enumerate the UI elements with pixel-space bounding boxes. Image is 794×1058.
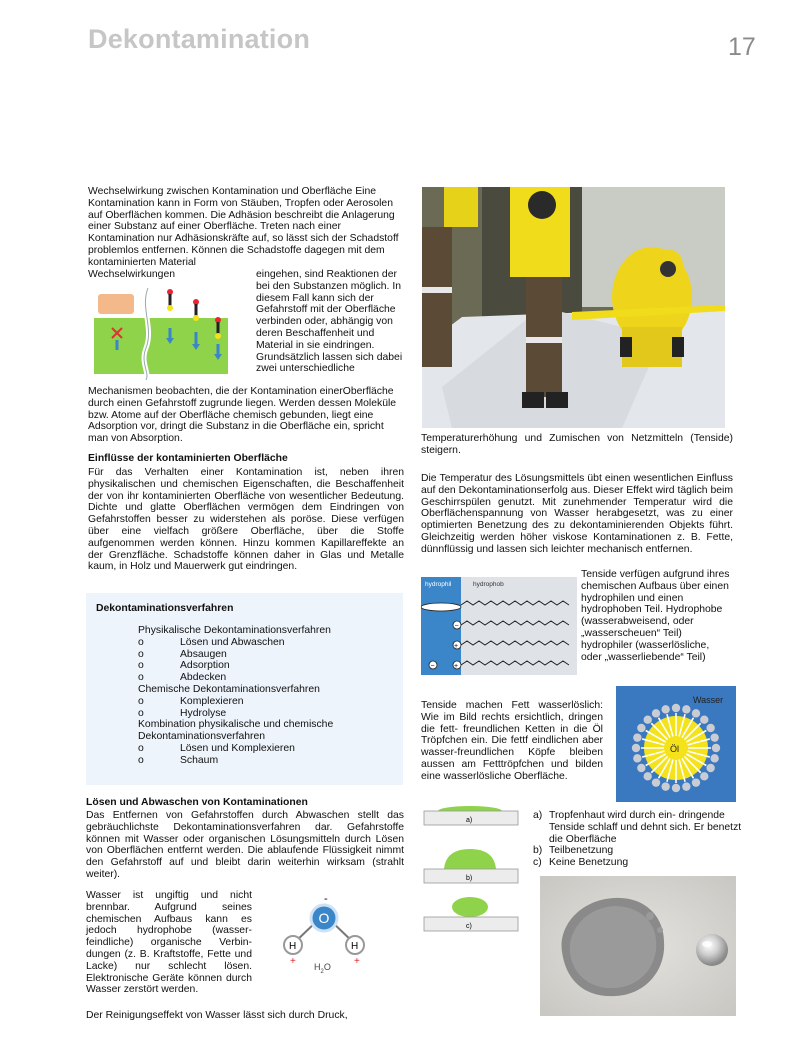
methods-list [138, 625, 358, 767]
heading-einfluss: Einflüsse der kontaminierten Oberfläche [88, 453, 288, 464]
list-item: Lösen und Abwaschen [180, 636, 285, 648]
intro-paragraph-top: Wechselwirkung zwischen Kontamination und Oberfläche Eine Kontamination kann in Form von Stäuben, Tropfen oder Aerosolen auf Oberflächen kommen. Die Adhäsion beschreibt die Anlagerung einer Substanz auf einer Oberfläche. Treten nach einer Kontamination nur Adhäsionskräfte auf, so lässt sich der Schadstoff problemlos entfernen. Können die Schadstoffe dagegen mit dem kontaminierten Material [88, 186, 399, 268]
tenside-head [644, 772, 652, 780]
caption-letter: b) [533, 845, 543, 857]
hydrogen-label-2: H [351, 941, 359, 952]
droplet-label-b: b) [466, 875, 473, 882]
intro-wechselwirkungen: Wechselwirkungen [88, 269, 176, 280]
label-hydrophil: hydrophil [425, 581, 452, 588]
tenside-head [700, 716, 708, 724]
bullet: o [138, 695, 144, 707]
tenside-head [710, 733, 718, 741]
bullet: o [138, 742, 144, 754]
box-title: Dekontaminationsverfahren [96, 603, 234, 614]
list-item: Adsorption [180, 660, 230, 672]
droplet-label-a: a) [466, 817, 473, 824]
label-hydrophob: hydrophob [473, 581, 504, 588]
physical-label: Physikalische Dekontaminationsverfahren [138, 625, 331, 636]
temperatur-paragraph-2: Die Temperatur des Lösungsmittels übt einen wesentlichen Einfluss auf den Dekontaminationserfolg aus. Dieser Effekt wird täglich beim Geschirrspülen genutzt. Mit zunehmender Temperatur wird die Oberflächenspannung von Wasser herabgesetzt, was zu einer optimierten Benetzung des zu dekontaminierenden Objekts führt. Gleichzeitig werden höher viskose Kontaminationen z. B. Fette, dünnflüssig und lassen sich leichter mechanisch entfernen. [421, 473, 733, 555]
bullet: o [138, 707, 144, 719]
wasser-paragraph: Wasser ist ungiftig und nicht brennbar. Aufgrund seines chemischen Aufbaus kann es jedoch hydrophobe (wasser-feindliche) organische Verbin-dungen (z. B. Kraftstoffe, Fette und Lacke) nur schlecht lösen. Elektronische Geräte können durch Wasser zerstört werden. [86, 890, 252, 996]
tenside-head [661, 705, 669, 713]
tenside-head [644, 716, 652, 724]
droplet-block [98, 294, 134, 314]
droplet-b [444, 849, 496, 869]
tenside-head [682, 705, 690, 713]
fett-paragraph: Tenside machen Fett wasserlöslich: Wie im Bild rechts ersichtlich, dringen die fett- freundlichen Ketten in die Öl Tröpfchen ein. Die fettf eindlichen aber wasser-freundlichen Köpfe bleiben aussen am Fetttröpfchen und bilden eine wasserlösliche Oberfläche. [421, 700, 603, 782]
chemical-label: Chemische Dekontaminationsverfahren [138, 683, 320, 695]
tenside-head [706, 724, 714, 732]
caption-letter: c) [533, 857, 542, 869]
list-item: Komplexieren [180, 695, 244, 707]
water-bead [696, 934, 728, 966]
caption-text: Teilbenetzung [549, 845, 614, 857]
bullet: o [138, 660, 144, 672]
dekontamination-methods-box [86, 593, 403, 785]
tenside-paragraph: Tenside verfügen aufgrund ihres chemischen Aufbaus über einen hydrophilen und einen hydrophoben Teil. Hydrophobe (wasserabweisend, oder „wasserscheuen“ Teil) hydrophiler (wasserlösliche, oder „wasserliebende“ Teil) [581, 569, 730, 663]
tenside-head [692, 709, 700, 717]
water-molecule-diagram [274, 892, 386, 980]
tenside-head [692, 778, 700, 786]
droplet-label-c: c) [466, 923, 472, 930]
tenside-head [672, 784, 680, 792]
list-item: Absaugen [180, 648, 227, 660]
tenside-head [633, 754, 641, 762]
charge-plus-1: + [290, 956, 296, 967]
list-item: Hydrolyse [180, 707, 227, 719]
heading-loesen: Lösen und Abwaschen von Kontaminationen [86, 797, 308, 808]
svg-text:−: − [430, 662, 435, 670]
tenside-head [633, 733, 641, 741]
oil-droplet [421, 603, 461, 611]
page-number: 17 [728, 33, 756, 61]
droplet-c [452, 897, 488, 917]
bullet: o [138, 754, 144, 766]
contamination-surface-diagram [94, 288, 230, 380]
reinigung-paragraph: Der Reinigungseffekt von Wasser lässt sich durch Druck, [86, 1010, 348, 1021]
bullet: o [138, 636, 144, 648]
surface-material [94, 318, 228, 374]
temperatur-paragraph-1: Temperaturerhöhung und Zumischen von Netzmitteln (Tenside) steigern. [421, 433, 733, 456]
caption-text: Tropfenhaut wird durch ein- dringende Tenside schlaff und dehnt sich. Er benetzt die Oberfläche [549, 810, 742, 845]
list-item: Lösen und Komplexieren [180, 742, 295, 754]
charge-plus-2: + [354, 956, 360, 967]
wetting-photo [540, 876, 736, 1016]
loesen-paragraph: Das Entfernen von Gefahrstoffen durch Abwaschen stellt das gebräuchlichste Dekontaminationsverfahren dar. Gefahrstoffe können mit Wasser oder organischen Lösungsmitteln durch Lösen von Oberflächen entfernt werden. Die ablaufende Flüssigkeit nimmt den Gefahrstoff auf und bleibt darin weiterhin wirksam (strahlt weiter). [86, 810, 404, 880]
tenside-head [652, 778, 660, 786]
water-formula: $H_2O$ [314, 962, 331, 975]
svg-text:+: + [454, 663, 459, 670]
caption-text: Keine Benetzung [549, 857, 629, 869]
combined-label: Kombination physikalische und chemische Dekontaminationsverfahren [138, 719, 334, 743]
svg-text:+: + [454, 643, 459, 650]
tenside-head [700, 772, 708, 780]
tenside-head [712, 744, 720, 752]
micelle-diagram [616, 686, 736, 802]
label-wasser: Wasser [693, 695, 724, 705]
intro-paragraph-bottom: Mechanismen beobachten, die der Kontamination einerOberfläche durch einen Gefahrstoff zugrunde liegen. Werden dessen Moleküle bzw. Atome auf der Oberfläche chemisch gebunden, liegt eine Adsorption vor, dringt die Substanz in die Oberfläche ein, spricht man von Absorption. [88, 386, 397, 445]
charge-minus: - [324, 893, 328, 905]
intro-paragraph-side: eingehen, sind Reaktionen der bei den Substanzen möglich. In diesem Fall kann sich der Gefahrstoff mit der Oberfläche verbinden oder, abhängig von deren Beschaffenheit und Material in sie eindringen. Grundsätzlich lassen sich dabei zwei unterschiedliche [256, 269, 403, 375]
svg-text:−: − [454, 622, 459, 630]
tenside-structure-diagram [421, 577, 577, 675]
caption-letter: a) [533, 810, 543, 821]
page-title: Dekontamination [88, 24, 311, 54]
hazmat-team-photo [422, 187, 725, 428]
tenside-head [637, 724, 645, 732]
tenside-head [637, 764, 645, 772]
wetting-droplets-diagram [422, 803, 520, 939]
tenside-head [661, 782, 669, 790]
wetting-caption-list [533, 810, 745, 869]
label-oel: Öl [670, 744, 679, 754]
tenside-head [682, 782, 690, 790]
tenside-head [672, 704, 680, 712]
bullet: o [138, 672, 144, 684]
list-item: Schaum [180, 754, 219, 766]
tenside-head [710, 754, 718, 762]
tenside-head [652, 709, 660, 717]
tenside-head [706, 764, 714, 772]
list-item: Abdecken [180, 672, 227, 684]
einfluss-paragraph: Für das Verhalten einer Kontamination ist, neben ihren physikalischen und chemischen Eigenschaften, die Beschaffenheit der von ihr kontaminierten Oberfläche von wesentlicher Bedeutung. Dichte und glatte Oberflächen vermögen dem Eindringen von Gefahrstoffen besser zu widerstehen als poröse. Diese verfügen über eine vielfach größere Oberfläche, über die Stoffe aufgenommen werden können. Hinzu kommen Kapillareffekte an der Grenzfläche. Schadstoffe können daher in Glas und Metalle kaum, in Holz und Mauerwerk gut eindringen. [88, 467, 404, 573]
oxygen-label: O [318, 910, 330, 926]
tenside-head [632, 744, 640, 752]
hydrogen-label-1: H [289, 941, 297, 952]
bullet: o [138, 648, 144, 660]
